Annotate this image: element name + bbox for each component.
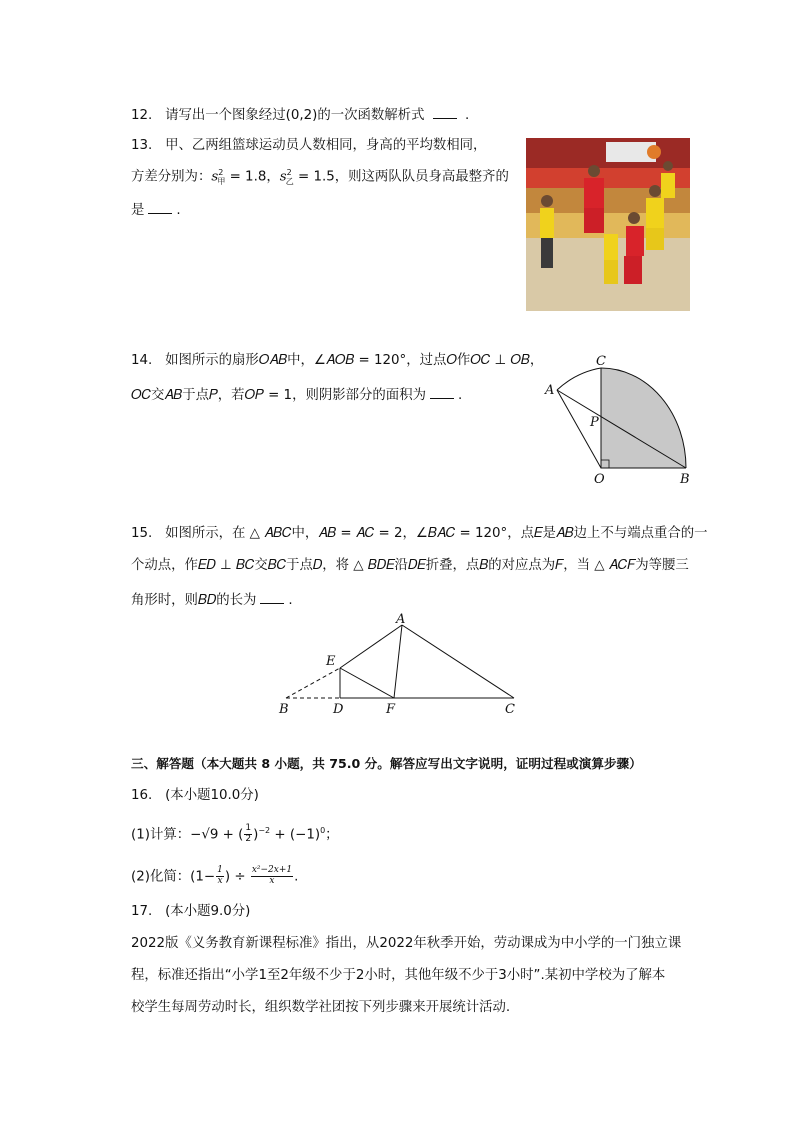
label-F: F: [386, 702, 396, 717]
q14-tail: .: [457, 388, 463, 403]
q12-number: 12.: [131, 108, 153, 123]
q17-score: (本小题9.0分): [165, 904, 251, 919]
question-15-line1: [131, 527, 708, 540]
q13-line2-a: 方差分别为：: [131, 169, 212, 185]
question-13-line3: [131, 201, 181, 217]
q16-part2-label: (2)化简：: [131, 869, 191, 885]
q14-line2: 𝑂𝐶交𝐴𝐵于点𝑃，若𝑂𝑃 = 1，则阴影部分的面积为: [131, 388, 426, 403]
answer-blank: [148, 201, 172, 214]
q15-tail: .: [288, 593, 293, 608]
fraction: $\frac{\text{x²−2x+1}}{x}$: [251, 865, 293, 886]
q16-expr-c: + (−1): [270, 827, 321, 843]
label-P: P: [590, 415, 599, 430]
fraction: $\frac{1}{2}$: [245, 823, 252, 844]
q13-line3: 是: [131, 203, 145, 218]
label-E: E: [326, 654, 336, 669]
s1-subscript: 甲: [217, 177, 226, 187]
question-15-line3: [131, 591, 293, 607]
q16-expr-b: ): [253, 827, 259, 843]
q16-p2-b: ) ÷: [224, 869, 250, 885]
q14-line1: 如图所示的扇形𝑂𝐴𝐵中，∠𝐴𝑂𝐵 = 120°，过点𝑂作𝑂𝐶 ⊥ 𝑂𝐵，: [165, 353, 544, 368]
exponent: −2: [258, 825, 271, 835]
label-B: B: [680, 472, 690, 487]
label-B: B: [279, 702, 289, 717]
q16-number: 16.: [131, 788, 153, 803]
q16-p2-a: (1−: [190, 869, 216, 885]
label-O: O: [594, 472, 605, 487]
q17-line1: 2022版《义务教育新课程标准》指出，从2022年秋季开始，劳动课成为中小学的一门独立课: [131, 936, 682, 951]
fraction: $\frac{1}{x}$: [217, 865, 223, 886]
basketball-photo: [526, 138, 690, 311]
question-16-header: [131, 789, 259, 802]
q13-number: 13.: [131, 138, 153, 153]
q17-line3: 校学生每周劳动时长，组织数学社团按下列步骤来开展统计活动.: [131, 1000, 511, 1015]
q15-number: 15.: [131, 526, 153, 541]
q12-text-a: 请写出一个图象经过: [165, 108, 286, 123]
triangle-figure: [276, 610, 526, 720]
sector-figure: [540, 350, 700, 490]
q16-expr-a: −√9 + (: [190, 827, 244, 843]
q12-point: (0,2): [285, 108, 318, 123]
answer-blank: [260, 591, 284, 604]
q17-number: 17.: [131, 904, 153, 919]
q14-number: 14.: [131, 353, 153, 368]
label-C: C: [505, 702, 515, 717]
q13-line1: 甲、乙两组篮球运动员人数相同，身高的平均数相同，: [165, 138, 487, 153]
s2-value: = 1.5，则这两队队员身高最整齐的: [297, 169, 509, 185]
label-A: A: [396, 612, 406, 627]
section-3-title: 三、解答题（本大题共 8 小题，共 75.0 分。解答应写出文字说明，证明过程或演算步骤）: [131, 756, 642, 771]
question-17-header: [131, 905, 250, 918]
exponent: 0: [320, 825, 326, 835]
question-13-line1: [131, 139, 486, 152]
question-16-part1: [131, 824, 339, 845]
answer-blank: [433, 106, 457, 119]
question-14-line1: [131, 354, 543, 367]
question-16-part2: [131, 866, 298, 887]
q16-end: ；: [325, 827, 339, 843]
q15-line3: 角形时，则𝐵𝐷的长为: [131, 593, 257, 608]
label-A: A: [545, 383, 555, 398]
q12-text-b: 的一次函数解析式: [317, 108, 425, 123]
question-14-line2: [131, 386, 462, 402]
question-13-line2: 方差分别为：$s^2_甲 = 1.8$，$s^2_乙 = 1.5$，则这两队队员身高最整齐的: [131, 168, 509, 187]
label-C: C: [596, 354, 606, 369]
q16-score: (本小题10.0分): [165, 788, 259, 803]
q16-p2-end: .: [294, 869, 299, 885]
answer-blank: [430, 386, 454, 399]
q13-tail: .: [176, 203, 181, 218]
q15-line2: 个动点，作𝐸𝐷 ⊥ 𝐵𝐶交𝐵𝐶于点𝐷，将 △ 𝐵𝐷𝐸沿𝐷𝐸折叠，点𝐵的对应点为𝐹，当 △ 𝐴𝐶𝐹为等腰三: [131, 558, 689, 573]
q15-line1: 如图所示，在 △ 𝐴𝐵𝐶中，𝐴𝐵 = 𝐴𝐶 = 2，∠𝐵𝐴𝐶 = 120°，点𝐸是𝐴𝐵边上不与端点重合的一: [165, 526, 708, 541]
label-D: D: [333, 702, 344, 717]
s1-value: = 1.8，: [229, 169, 280, 185]
q16-part1-label: (1)计算：: [131, 827, 191, 843]
question-12: [131, 106, 469, 122]
q12-tail: .: [465, 108, 470, 123]
q17-line2: 程，标准还指出“小学1至2年级不少于2小时，其他年级不少于3小时”.某初中学校为了解本: [131, 968, 666, 983]
s2-subscript: 乙: [285, 177, 294, 187]
question-15-line2: [131, 559, 689, 572]
